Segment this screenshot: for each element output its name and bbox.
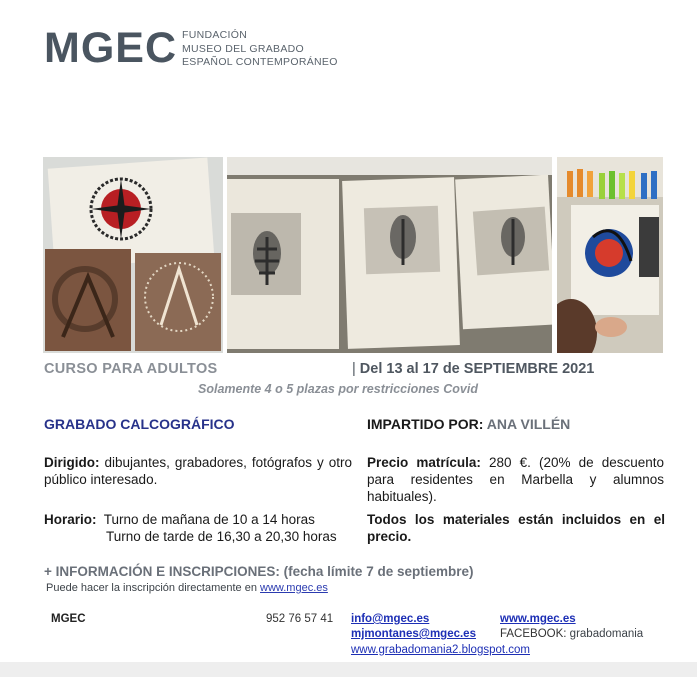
foundation-name bbox=[182, 29, 338, 70]
course-dates-text: Del 13 al 17 de SEPTIEMBRE 2021 bbox=[359, 361, 595, 377]
info-heading-text: + INFORMACIÓN E INSCRIPCIONES: bbox=[44, 564, 280, 579]
email-info-link[interactable]: info@mgec.es bbox=[351, 613, 430, 625]
registration-text: Puede hacer la inscripción directamente en bbox=[46, 582, 257, 594]
registration-note bbox=[46, 582, 328, 594]
imparted-by bbox=[367, 416, 570, 432]
precio-text: 280 €. (20% de descuento para residentes en Marbella y alumnos habituales). bbox=[367, 455, 664, 504]
facebook-label: FACEBOOK: bbox=[500, 628, 567, 640]
bottom-band bbox=[0, 662, 697, 677]
dirigido-text: dibujantes, grabadores, fotógrafos y otro público interesado. bbox=[44, 455, 352, 487]
schedule bbox=[44, 511, 364, 545]
price-info bbox=[367, 454, 664, 505]
blog-link[interactable]: www.grabadomania2.blogspot.com bbox=[351, 644, 530, 656]
footer-org: MGEC bbox=[51, 613, 86, 625]
materials-note: Todos los materiales están incluidos en el precio. bbox=[367, 512, 665, 544]
website-link[interactable]: www.mgec.es bbox=[500, 613, 576, 625]
facebook-value: grabadomania bbox=[569, 628, 644, 640]
email-mjmontanes-link[interactable]: mjmontanes@mgec.es bbox=[351, 628, 476, 640]
horario-afternoon: Turno de tarde de 16,30 a 20,30 horas bbox=[106, 529, 337, 544]
photo-workshop bbox=[557, 157, 663, 353]
covid-restriction-note: Solamente 4 o 5 plazas por restricciones Covid bbox=[198, 382, 478, 396]
foundation-line-3: ESPAÑOL CONTEMPORÁNEO bbox=[182, 56, 338, 68]
facebook-info bbox=[500, 628, 643, 640]
course-subject: GRABADO CALCOGRÁFICO bbox=[44, 416, 235, 432]
course-dates: | Del 13 al 17 de SEPTIEMBRE 2021 bbox=[352, 361, 595, 377]
horario-morning: Turno de mañana de 10 a 14 horas bbox=[103, 512, 315, 527]
registration-link[interactable]: www.mgec.es bbox=[260, 582, 328, 594]
photo-tree-prints bbox=[227, 157, 552, 353]
precio-label: Precio matrícula: bbox=[367, 455, 481, 470]
info-heading bbox=[44, 564, 473, 579]
imparted-label: IMPARTIDO POR: bbox=[367, 416, 484, 432]
foundation-line-1: FUNDACIÓN bbox=[182, 29, 248, 41]
dirigido-label: Dirigido: bbox=[44, 455, 100, 470]
instructor-name: ANA VILLÉN bbox=[486, 416, 571, 432]
target-audience bbox=[44, 454, 352, 488]
footer-phone: 952 76 57 41 bbox=[266, 613, 334, 625]
photo-copper-plates bbox=[43, 157, 223, 353]
mgec-logo: MGEC bbox=[44, 24, 177, 72]
horario-label: Horario: bbox=[44, 512, 97, 527]
course-title: CURSO PARA ADULTOS bbox=[44, 361, 218, 377]
deadline-text: (fecha límite 7 de septiembre) bbox=[283, 564, 474, 579]
foundation-line-2: MUSEO DEL GRABADO bbox=[182, 42, 304, 55]
